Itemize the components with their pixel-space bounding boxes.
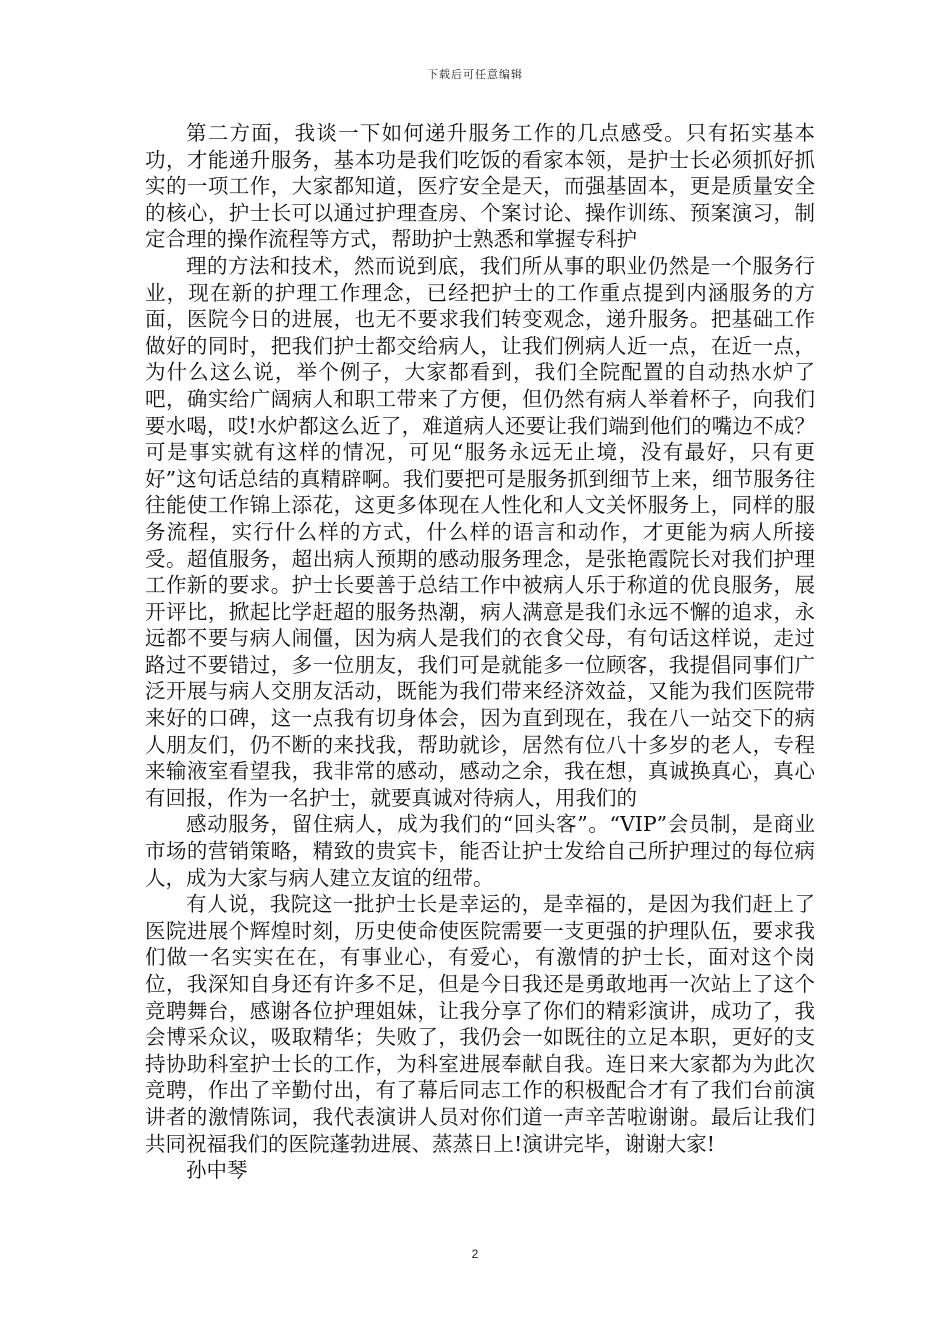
- body-text: [145, 120, 815, 1184]
- signature: 孙中琴: [186, 1158, 248, 1183]
- paragraph: 理的方法和技术，然而说到底，我们所从事的职业仍然是一个服务行业，现在新的护理工作理念，已经把护士的工作重点提到内涵服务的方面，医院今日的进展，也无不要求我们转变观念，递升服务。把基础工作做好的同时，把我们护士都交给病人，让我们例病人近一点，在近一点，为什么这么说，举个例子，大家都看到，我们全院配置的自动热水炉了吧，确实给广阔病人和职工带来了方便，但仍然有病人举着杯子，向我们要水喝，哎!水炉都这么近了，难道病人还要让我们端到他们的嘴边不成？可是事实就有这样的情况，可见“服务永远无止境，没有最好，只有更好”这句话总结的真精辟啊。我们要把可是服务抓到细节上来，细节服务往往能使工作锦上添花，这更多体现在人性化和人文关怀服务上，同样的服务流程，实行什么样的方式，什么样的语言和动作，才更能为病人所接受。超值服务，超出病人预期的感动服务理念，是张艳霞院长对我们护理工作新的要求。护士长要善于总结工作中被病人乐于称道的优良服务，展开评比，掀起比学赶超的服务热潮，病人满意是我们永远不懈的追求，永远都不要与病人闹僵，因为病人是我们的衣食父母，有句话这样说，走过路过不要错过，多一位朋友，我们可是就能多一位顾客，我提倡同事们广泛开展与病人交朋友活动，既能为我们带来经济效益，又能为我们医院带来好的口碑，这一点我有切身体会，因为直到现在，我在八一站交下的病人朋友们，仍不断的来找我，帮助就诊，居然有位八十多岁的老人，专程来输液室看望我，我非常的感动，感动之余，我在想，真诚换真心，真心有回报，作为一名护士，就要真诚对待病人，用我们的: [145, 253, 815, 810]
- paragraph: 感动服务，留住病人，成为我们的“回头客”。“VIP”会员制，是商业市场的营销策略，精致的贵宾卡，能否让护士发给自己所护理过的每位病人，成为大家与病人建立友谊的纽带。: [145, 812, 815, 890]
- paragraph: 第二方面，我谈一下如何递升服务工作的几点感受。只有拓实基本功，才能递升服务，基本功是我们吃饭的看家本领，是护士长必须抓好抓实的一项工作，大家都知道，医疗安全是天，而强基固本，更是质量安全的核心，护士长可以通过护理查房、个案讨论、操作训练、预案演习，制定合理的操作流程等方式，帮助护士熟悉和掌握专科护: [145, 121, 815, 252]
- page-number: 2: [471, 1247, 479, 1261]
- paragraph: 有人说，我院这一批护士长是幸运的，是幸福的，是因为我们赶上了医院进展个辉煌时刻，历史使命使医院需要一支更强的护理队伍，要求我们做一名实实在在，有事业心，有爱心，有激情的护士长，面对这个岗位，我深知自身还有许多不足，但是今日我还是勇敢地再一次站上了这个竞聘舞台，感谢各位护理姐妹，让我分享了你们的精彩演讲，成功了，我会博采众议，吸取精华；失败了，我仍会一如既往的立足本职，更好的支持协助科室护士长的工作，为科室进展奉献自我。连日来大家都为为此次竞聘，作出了辛勤付出，有了幕后同志工作的积极配合才有了我们台前演讲者的激情陈词，我代表演讲人员对你们道一声辛苦啦谢谢。最后让我们共同祝福我们的医院蓬勃进展、蒸蒸日上!演讲完毕，谢谢大家!: [145, 892, 815, 1156]
- header-note: 下载后可任意编辑: [427, 68, 523, 81]
